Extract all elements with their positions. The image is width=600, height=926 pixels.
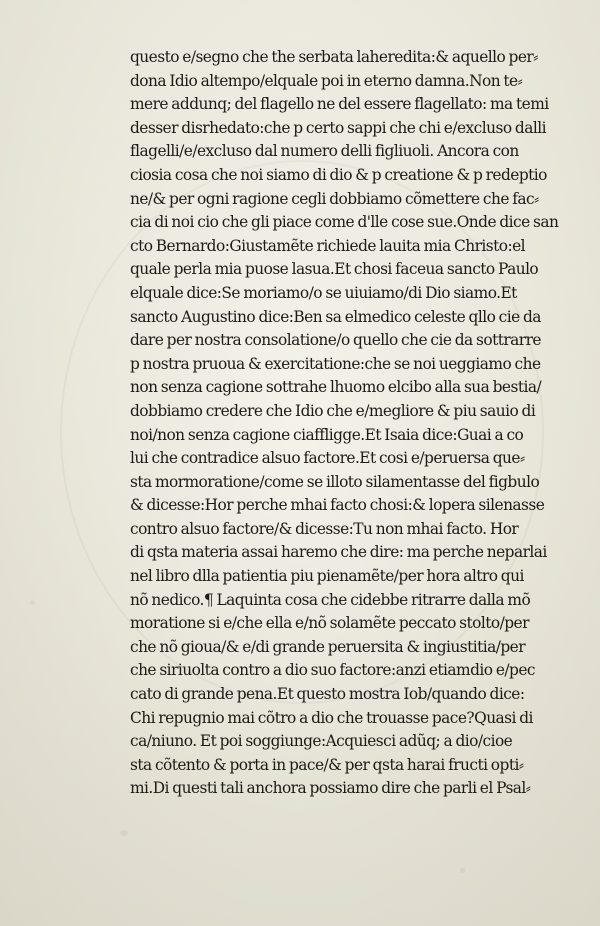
text-line: nel libro dlla patientia piu pienamẽte/per hora altro qui bbox=[130, 567, 524, 586]
text-line: noi/non senza cagione ciaffligge.Et Isaia dice:Guai a co bbox=[130, 425, 524, 444]
text-line: cia di noi cio che gli piace come d'lle cose sue.Onde dice san bbox=[130, 213, 559, 232]
text-line: dona Idio altempo/elquale poi in eterno damna.Non te⸗ bbox=[130, 71, 523, 90]
text-line: sta cõtento & porta in pace/& per qsta harai fructi opti⸗ bbox=[130, 755, 524, 774]
text-line: moratione si e/che ella e/nõ solamẽte peccato stolto/per bbox=[130, 614, 529, 633]
text-line: di qsta materia assai haremo che dire: ma perche neparlai bbox=[130, 543, 547, 562]
text-line: non senza cagione sottrahe lhuomo elcibo alla sua bestia/ bbox=[130, 378, 542, 397]
text-line: mere addunq; del flagello ne del essere flagellato: ma temi bbox=[130, 95, 549, 114]
text-line: contro alsuo factore/& dicesse:Tu non mhai facto. Hor bbox=[130, 519, 519, 538]
text-line: flagelli/e/excluso dal numero delli figliuoli. Ancora con bbox=[130, 142, 519, 161]
text-line: dobbiamo credere che Idio che e/megliore & piu sauio di bbox=[130, 401, 536, 420]
text-line: sancto Augustino dice:Ben sa elmedico celeste qllo cie da bbox=[130, 307, 541, 326]
text-line: desser disrhedato:che p certo sappi che chi e/excluso dalli bbox=[130, 118, 546, 137]
text-line: dare per nostra consolatione/o quello che cie da sottrarre bbox=[130, 331, 541, 350]
text-line: ciosia cosa che noi siamo di dio & p creatione & p redeptio bbox=[130, 165, 547, 184]
text-line: mi.Di questi tali anchora possiamo dire che parli el Psal⸗ bbox=[130, 779, 531, 798]
text-line: lui che contradice alsuo factore.Et cosi e/peruersa que⸗ bbox=[130, 449, 525, 468]
text-line: questo e/segno che the serbata laheredita:& aquello per⸗ bbox=[130, 48, 538, 66]
text-line: che nõ gioua/& e/di grande peruersita & ingiustitia/per bbox=[130, 637, 526, 656]
text-line: quale perla mia puose lasua.Et chosi faceua sancto Paulo bbox=[130, 260, 539, 279]
text-line: cto Bernardo:Giustamẽte richiede lauita mia Christo:el bbox=[130, 236, 526, 255]
text-line: cato di grande pena.Et questo mostra Iob/quando dice: bbox=[130, 685, 525, 704]
foxing-stain bbox=[120, 830, 128, 836]
text-line: nõ nedico.¶ Laquinta cosa che cidebbe ritrarre dalla mõ bbox=[130, 590, 531, 609]
text-line: & dicesse:Hor perche mhai facto chosi:& lopera silenasse bbox=[130, 496, 545, 515]
text-line: ca/niuno. Et poi soggiunge:Acquiesci adũq; a dio/cioe bbox=[130, 732, 513, 751]
text-column bbox=[130, 46, 560, 801]
text-line: sta mormoratione/come se illoto silamentasse del figbulo bbox=[130, 472, 540, 491]
text-line: che siriuolta contro a dio suo factore:anzi etiamdio e/pec bbox=[130, 661, 535, 680]
foxing-stain bbox=[460, 868, 466, 873]
text-line: p nostra pruoua & exercitatione:che se noi ueggiamo che bbox=[130, 354, 541, 373]
text-line: elquale dice:Se moriamo/o se uiuiamo/di Dio siamo.Et bbox=[130, 283, 517, 302]
text-line: ne/& per ogni ragione cegli dobbiamo cõmettere che fac⸗ bbox=[130, 189, 539, 208]
foxing-stain bbox=[30, 600, 35, 605]
text-line: Chi repugnio mai cõtro a dio che trouasse pace?Quasi di bbox=[130, 708, 533, 727]
